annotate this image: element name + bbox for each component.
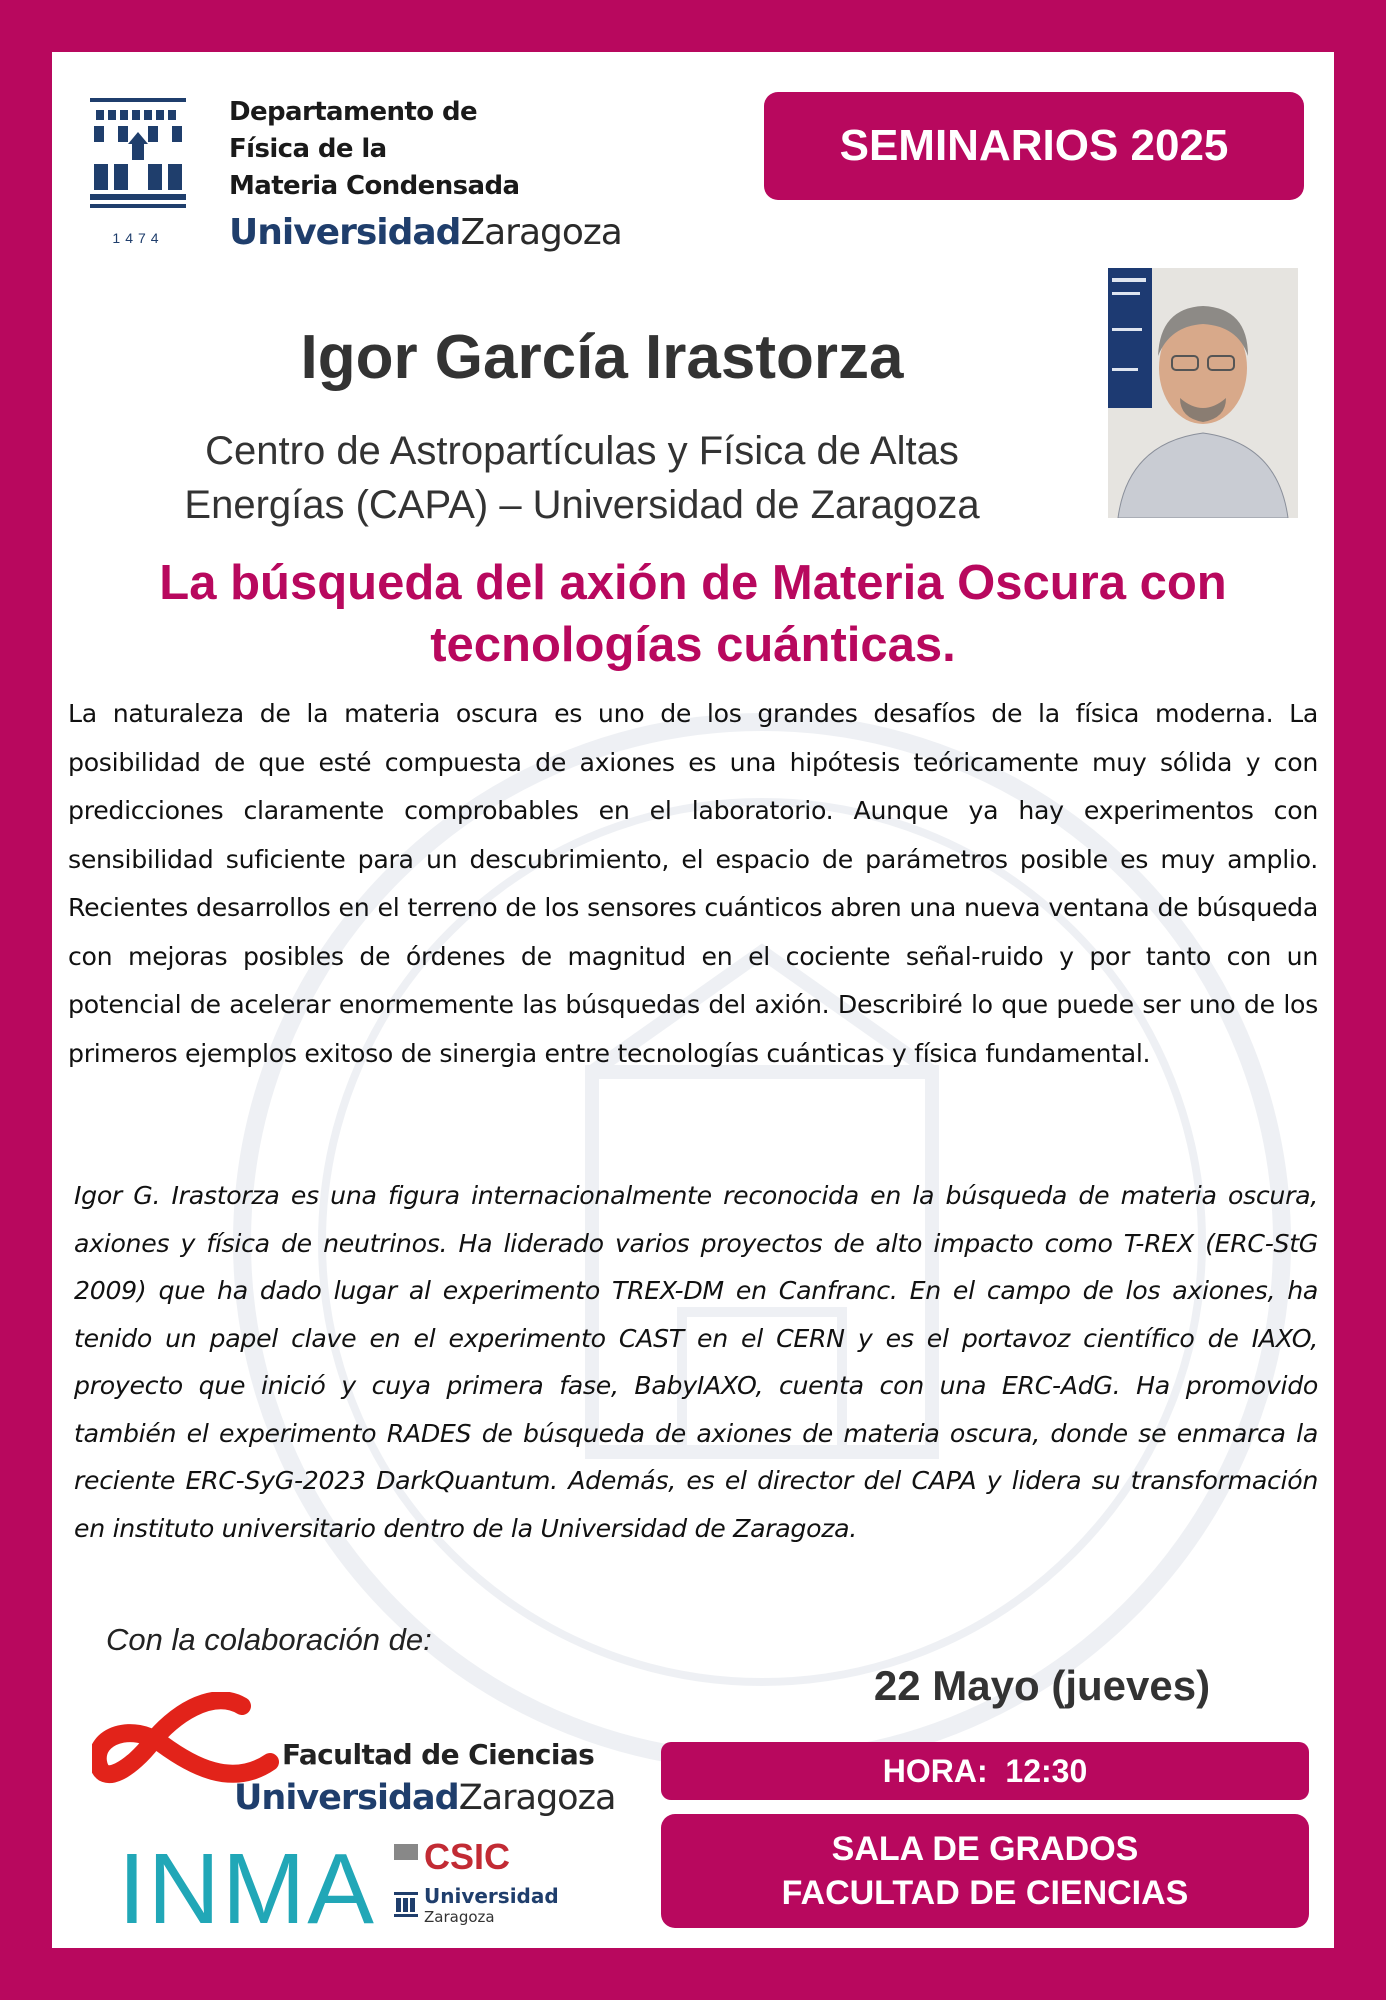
university-logo-icon xyxy=(88,94,188,244)
faculty-university: UniversidadZaragoza xyxy=(234,1778,616,1818)
seminar-badge: SEMINARIOS 2025 xyxy=(764,92,1304,200)
event-time: HORA: 12:30 xyxy=(661,1742,1309,1800)
inma-logo: INMA xyxy=(118,1833,376,1945)
talk-title: La búsqueda del axión de Materia Oscura con tecnologías cuánticas. xyxy=(159,556,1227,672)
speaker-bio: Igor G. Irastorza es una figura internacionalmente reconocida en la búsqueda de materia oscura, axiones y física de neutrinos. Ha liderado varios proyectos de alto impacto como T-REX (ERC-StG 2009) que ha dado lugar al experimento TREX-DM en Canfranc. En el campo de los axiones, ha tenido un papel clave en el experimento CAST en el CERN y es el portavoz científico de IAXO, proyecto que inició y cuya primera fase, BabyIAXO, cuenta con una ERC-AdG. Ha promovido también el experimento RADES de búsqueda de axiones de materia oscura, donde se enmarca la reciente ERC-SyG-2023 DarkQuantum. Además, es el director del CAPA y lidera su transformación en instituto universitario dentro de la Universidad de Zaragoza. xyxy=(74,1181,1318,1543)
event-venue: SALA DE GRADOS FACULTAD DE CIENCIAS xyxy=(661,1814,1309,1928)
csic-zaragoza: Zaragoza xyxy=(424,1908,495,1926)
csic-logo: CSIC xyxy=(424,1836,511,1877)
talk-abstract: La naturaleza de la materia oscura es uno de los grandes desafíos de la física moderna. La posibilidad de que esté compuesta de axiones es una hipótesis teóricamente muy sólida y con predicciones claramente comprobables en el laboratorio. Aunque ya hay experimentos con sensibilidad suficiente para un descubrimiento, el espacio de parámetros posible es muy amplio. Recientes desarrollos en el terreno de los sensores cuánticos abren una nueva ventana de búsqueda con mejoras posibles de órdenes de magnitud en el cociente señal-ruido y por tanto con un potencial de acelerar enormemente las búsquedas del axión. Describiré lo que puede ser uno de los primeros ejemplos exitoso de sinergia entre tecnologías cuánticas y física fundamental. xyxy=(68,699,1318,1068)
speaker-name: Igor García Irastorza xyxy=(300,323,904,392)
university-wordmark: UniversidadZaragoza xyxy=(229,212,622,253)
collaboration-label: Con la colaboración de: xyxy=(106,1622,432,1657)
logo-year: 1474 xyxy=(112,230,164,246)
event-date: 22 Mayo (jueves) xyxy=(873,1662,1211,1709)
speaker-photo xyxy=(1108,268,1298,518)
speaker-affiliation: Centro de Astropartículas y Física de Altas Energías (CAPA) – Universidad de Zaragoza xyxy=(184,429,980,527)
department-name: Departamento de Física de la Materia Condensada xyxy=(229,97,520,201)
csic-crest-icon xyxy=(392,1842,420,1932)
faculty-name: Facultad de Ciencias xyxy=(282,1738,595,1771)
poster xyxy=(52,52,1334,1948)
csic-university: Universidad xyxy=(424,1884,559,1908)
